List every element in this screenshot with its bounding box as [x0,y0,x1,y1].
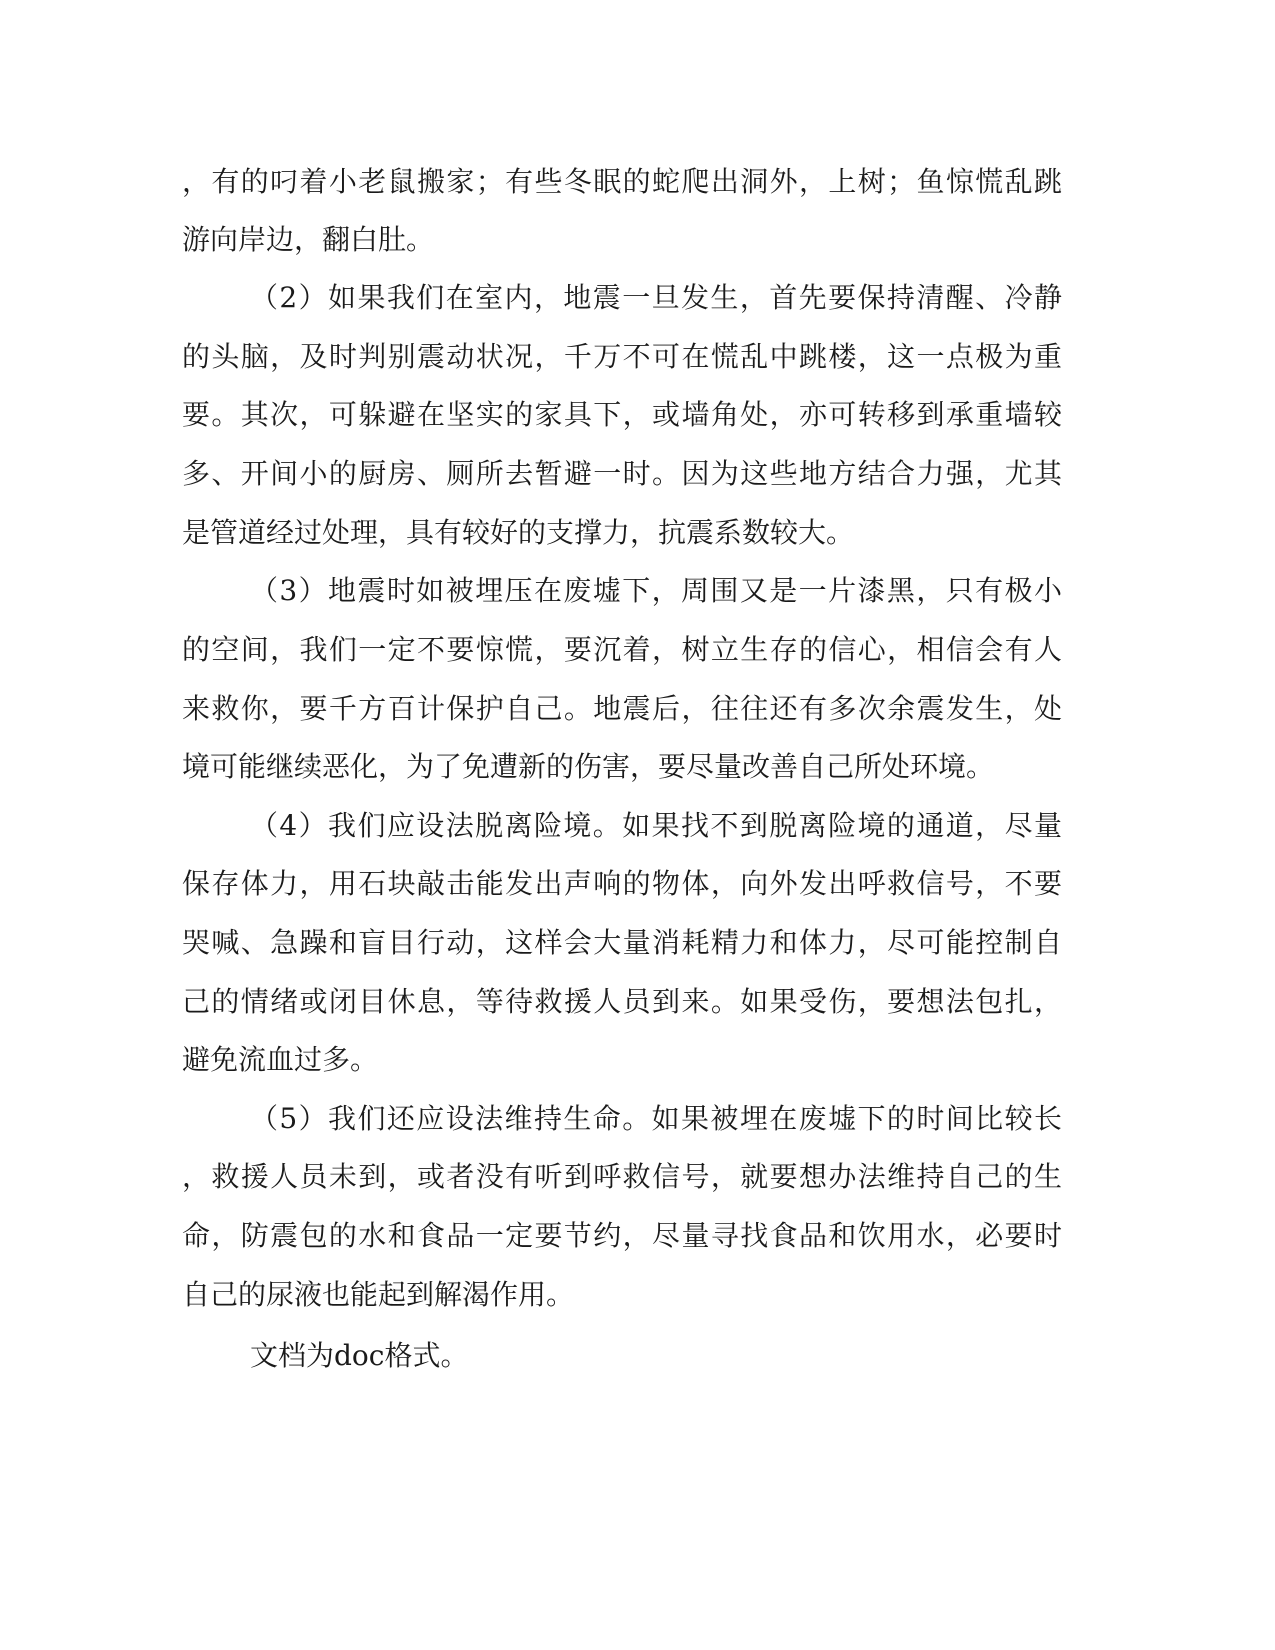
format-note: 文档为doc格式。 [250,1339,469,1372]
text-line: 是管道经过处理，具有较好的支撑力，抗震系数较大。 [182,516,855,549]
paragraph-3-start: （3）地震时如被埋压在废墟下，周围又是一片漆黑，只有极小 [250,574,1062,607]
text-line: 来救你，要千方百计保护自己。地震后，往往还有多次余震发生，处 [182,692,1062,725]
text-line: 多、开间小的厨房、厕所去暂避一时。因为这些地方结合力强，尤其 [182,457,1062,490]
text-line: 避免流血过多。 [182,1043,379,1076]
text-line: ，救援人员未到，或者没有听到呼救信号，就要想办法维持自己的生 [182,1160,1062,1193]
text-line: 游向岸边，翻白肚。 [182,223,435,256]
paragraph-2-start: （2）如果我们在室内，地震一旦发生，首先要保持清醒、冷静 [250,281,1062,314]
text-line: ，有的叼着小老鼠搬家；有些冬眠的蛇爬出洞外，上树；鱼惊慌乱跳 [182,165,1062,198]
text-line: 境可能继续恶化，为了免遭新的伤害，要尽量改善自己所处环境。 [182,750,995,783]
paragraph-4-start: （4）我们应设法脱离险境。如果找不到脱离险境的通道，尽量 [250,809,1062,842]
text-line: 命，防震包的水和食品一定要节约，尽量寻找食品和饮用水，必要时 [182,1219,1062,1252]
text-line: 自己的尿液也能起到解渴作用。 [182,1278,575,1311]
text-line: 的头脑，及时判别震动状况，千万不可在慌乱中跳楼，这一点极为重 [182,340,1062,373]
text-line: 哭喊、急躁和盲目行动，这样会大量消耗精力和体力，尽可能控制自 [182,926,1062,959]
text-line: 的空间，我们一定不要惊慌，要沉着，树立生存的信心，相信会有人 [182,633,1062,666]
text-line: 要。其次，可躲避在坚实的家具下，或墙角处，亦可转移到承重墙较 [182,398,1062,431]
text-line: 保存体力，用石块敲击能发出声响的物体，向外发出呼救信号，不要 [182,867,1062,900]
paragraph-5-start: （5）我们还应设法维持生命。如果被埋在废墟下的时间比较长 [250,1102,1062,1135]
text-line: 己的情绪或闭目休息，等待救援人员到来。如果受伤，要想法包扎， [182,985,1062,1018]
